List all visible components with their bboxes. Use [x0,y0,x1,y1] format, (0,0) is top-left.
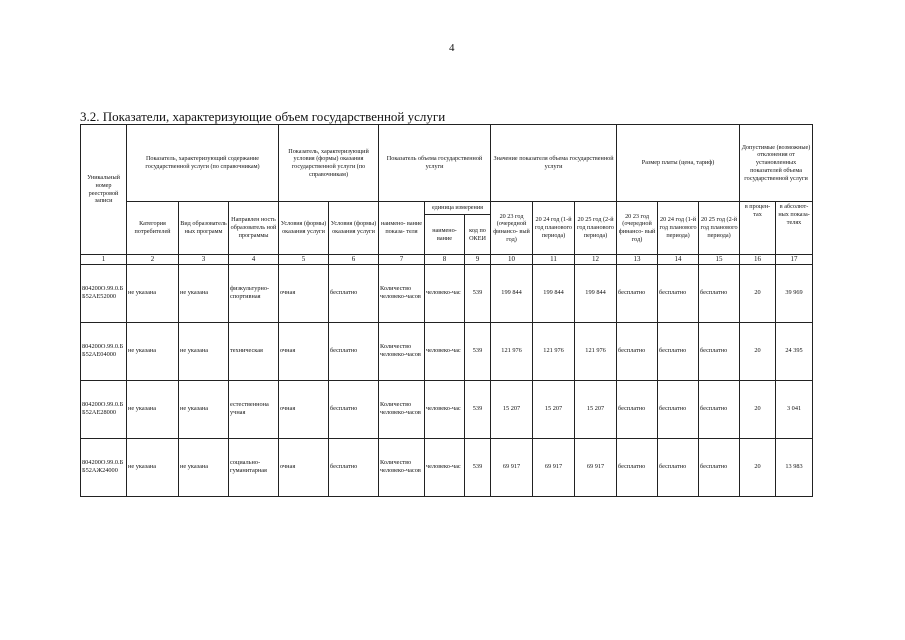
header-registry: Уникальный номер реестровой записи [81,125,127,255]
header-volume-value-group: Значение показателя объема государственной услуги [491,125,617,202]
column-number: 17 [776,255,813,265]
volume-2024-cell: 121 976 [533,322,575,380]
column-number: 14 [658,255,699,265]
column-number: 13 [617,255,658,265]
unit-name-cell: человеко-час [425,264,465,322]
header-form1: Условия (формы) оказания услуги [279,202,329,255]
column-number: 8 [425,255,465,265]
volume-2024-cell: 69 917 [533,438,575,496]
header-unit-group: единица измерения [425,202,491,215]
column-number: 7 [379,255,425,265]
deviation-absolute-cell: 39 969 [776,264,813,322]
unit-name-cell: человеко-час [425,322,465,380]
table-row [81,380,813,438]
column-number: 11 [533,255,575,265]
header-p2023: 20 23 год (очередной финансо- вый год) [617,202,658,255]
program-type-cell: не указана [179,322,229,380]
header-y2023: 20 23 год (очередной финансо- вый год) [491,202,533,255]
indicator-name-cell: Количество человеко-часов [379,438,425,496]
form1-cell: очная [279,438,329,496]
category-cell: не указана [127,380,179,438]
volume-2025-cell: 199 844 [575,264,617,322]
header-indicator-name: наимено- вание показа- теля [379,202,425,255]
column-number: 10 [491,255,533,265]
volume-2023-cell: 121 976 [491,322,533,380]
column-number: 15 [699,255,740,265]
deviation-percent-cell: 20 [740,438,776,496]
column-number: 1 [81,255,127,265]
form1-cell: очная [279,264,329,322]
column-number: 4 [229,255,279,265]
volume-2024-cell: 15 207 [533,380,575,438]
header-dev-percent: в процен- тах [740,202,776,255]
deviation-absolute-cell: 24 395 [776,322,813,380]
header-price-group: Размер платы (цена, тариф) [617,125,740,202]
header-deviation-group: Допустимые (возможные) отклонения от установленных показателей объема государственной услуги [740,125,813,202]
price-2025-cell: бесплатно [699,380,740,438]
registry-number-cell: 804200О.99.0.ББ52АЕ04000 [81,322,127,380]
program-type-cell: не указана [179,438,229,496]
header-p2025: 20 25 год (2-й год планового периода) [699,202,740,255]
header-dev-absolute: в абсолют- ных показа- телях [776,202,813,255]
price-2023-cell: бесплатно [617,380,658,438]
price-2024-cell: бесплатно [658,322,699,380]
program-type-cell: не указана [179,264,229,322]
header-unit-name: наимено- вание [425,215,465,255]
unit-name-cell: человеко-час [425,380,465,438]
category-cell: не указана [127,264,179,322]
header-category: Категория потребителей [127,202,179,255]
category-cell: не указана [127,438,179,496]
header-form2: Условия (формы) оказания услуги [329,202,379,255]
column-number: 9 [465,255,491,265]
form2-cell: бесплатно [329,380,379,438]
table-row [81,264,813,322]
indicator-name-cell: Количество человеко-часов [379,322,425,380]
column-number-row [81,255,813,265]
direction-cell: социально-гуманитарная [229,438,279,496]
volume-2025-cell: 121 976 [575,322,617,380]
column-number: 12 [575,255,617,265]
deviation-absolute-cell: 3 041 [776,380,813,438]
column-number: 6 [329,255,379,265]
table-row [81,322,813,380]
form2-cell: бесплатно [329,438,379,496]
header-y2024: 20 24 год (1-й год планового периода) [533,202,575,255]
registry-number-cell: 804200О.99.0.ББ52АЖ24000 [81,438,127,496]
column-number: 2 [127,255,179,265]
form1-cell: очная [279,322,329,380]
table-row [81,438,813,496]
okei-cell: 539 [465,380,491,438]
header-y2025: 20 25 год (2-й год планового периода) [575,202,617,255]
price-2025-cell: бесплатно [699,322,740,380]
price-2024-cell: бесплатно [658,438,699,496]
volume-indicators-table [80,124,813,497]
program-type-cell: не указана [179,380,229,438]
unit-name-cell: человеко-час [425,438,465,496]
deviation-percent-cell: 20 [740,380,776,438]
header-direction: Направлен ность образователь ной программы [229,202,279,255]
deviation-percent-cell: 20 [740,322,776,380]
registry-number-cell: 804200О.99.0.ББ52АЕ52000 [81,264,127,322]
category-cell: не указана [127,322,179,380]
price-2025-cell: бесплатно [699,264,740,322]
deviation-absolute-cell: 13 983 [776,438,813,496]
form2-cell: бесплатно [329,322,379,380]
column-number: 16 [740,255,776,265]
price-2023-cell: бесплатно [617,322,658,380]
header-p2024: 20 24 год (1-й год планового периода) [658,202,699,255]
price-2023-cell: бесплатно [617,264,658,322]
column-number: 5 [279,255,329,265]
okei-cell: 539 [465,438,491,496]
form2-cell: бесплатно [329,264,379,322]
header-program-type: Вид образователь ных программ [179,202,229,255]
header-conditions-group: Показатель, характеризующий условия (формы) оказания государственной услуги (по справочникам) [279,125,379,202]
direction-cell: физкультурно-спортивная [229,264,279,322]
direction-cell: техническая [229,322,279,380]
indicator-name-cell: Количество человеко-часов [379,264,425,322]
page-number: 4 [449,42,455,54]
registry-number-cell: 804200О.99.0.ББ52АЕ28000 [81,380,127,438]
header-okei: код по ОКЕИ [465,215,491,255]
price-2024-cell: бесплатно [658,380,699,438]
section-title: 3.2. Показатели, характеризующие объем государственной услуги [80,109,446,124]
header-content-group: Показатель, характеризующий содержание государственной услуги (по справочникам) [127,125,279,202]
indicator-name-cell: Количество человеко-часов [379,380,425,438]
form1-cell: очная [279,380,329,438]
price-2024-cell: бесплатно [658,264,699,322]
direction-cell: естественнона учная [229,380,279,438]
volume-2024-cell: 199 844 [533,264,575,322]
header-volume-indicator-group: Показатель объема государственной услуги [379,125,491,202]
price-2023-cell: бесплатно [617,438,658,496]
price-2025-cell: бесплатно [699,438,740,496]
volume-2023-cell: 69 917 [491,438,533,496]
volume-2025-cell: 15 207 [575,380,617,438]
column-number: 3 [179,255,229,265]
okei-cell: 539 [465,264,491,322]
volume-2023-cell: 199 844 [491,264,533,322]
volume-2023-cell: 15 207 [491,380,533,438]
okei-cell: 539 [465,322,491,380]
volume-2025-cell: 69 917 [575,438,617,496]
deviation-percent-cell: 20 [740,264,776,322]
